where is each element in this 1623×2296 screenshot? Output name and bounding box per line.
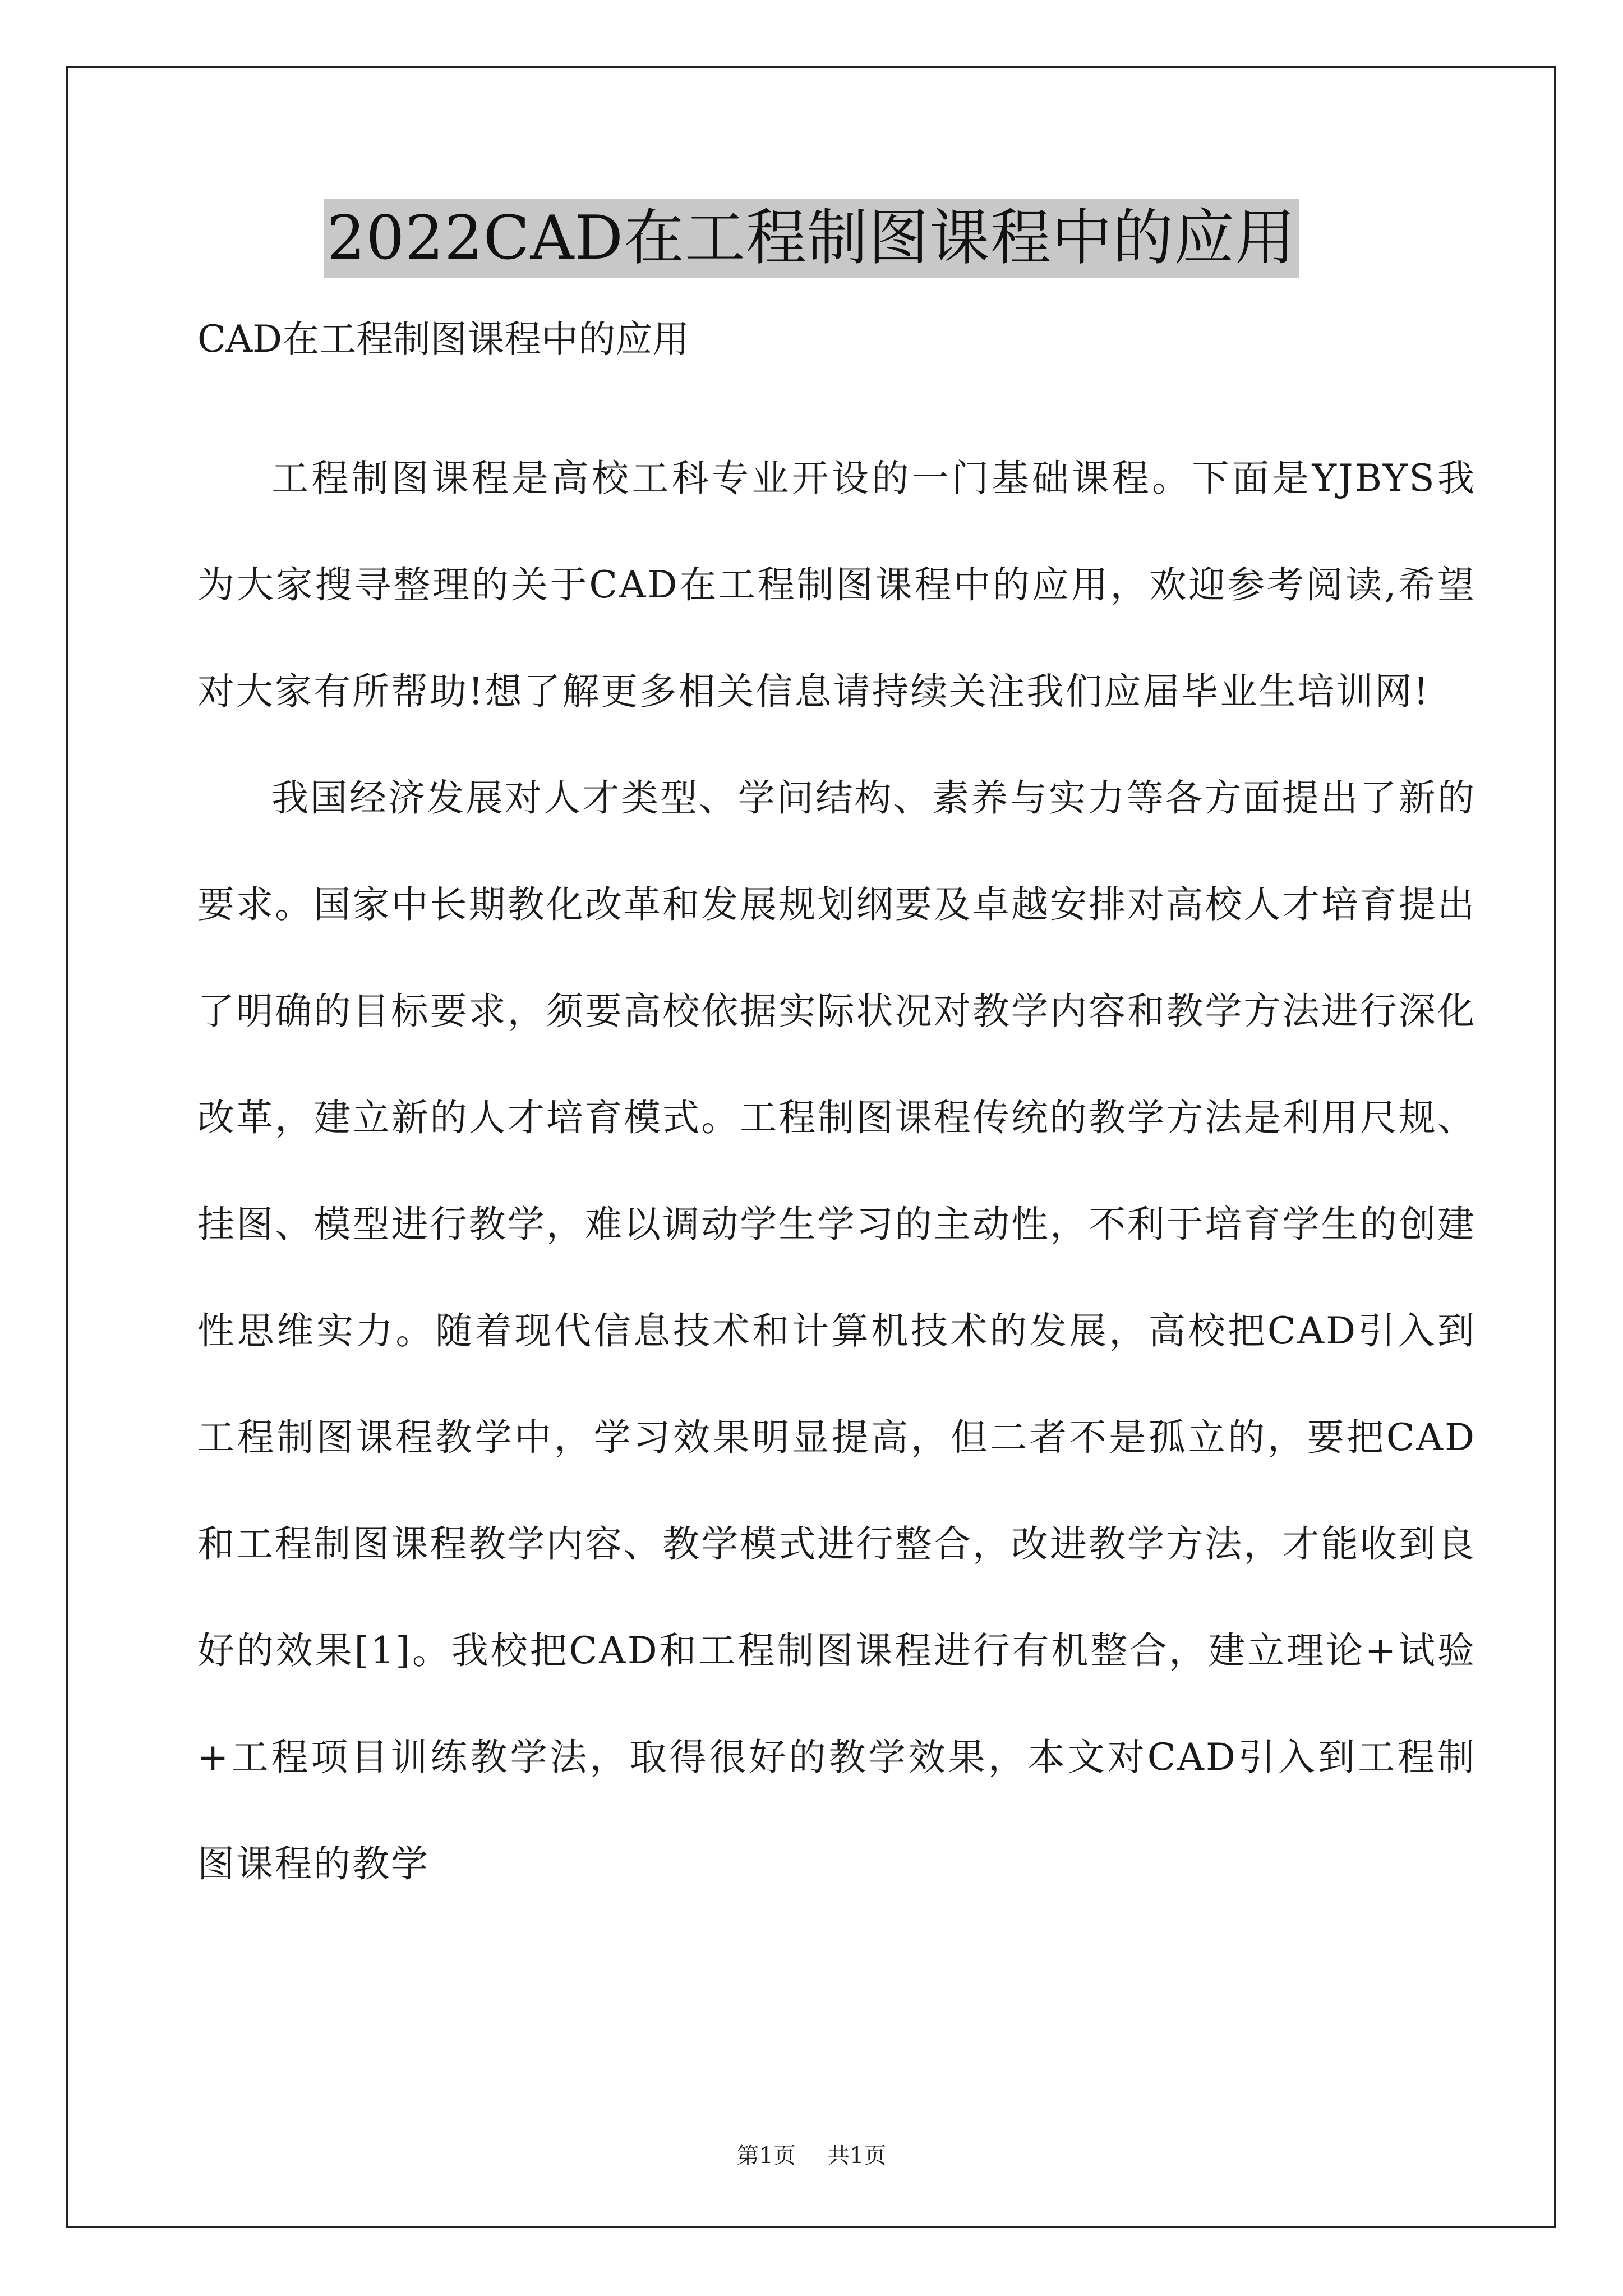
document-title: 2022CAD在工程制图课程中的应用 — [324, 199, 1299, 278]
page-number: 第1页 — [736, 2143, 796, 2169]
paragraph: 工程制图课程是高校工科专业开设的一门基础课程。下面是YJBYS我为大家搜寻整理的关于CAD在工程制图课程中的应用，欢迎参考阅读,希望对大家有所帮助!想了解更多相关信息请持续关注我们应届毕业生培训网! — [197, 457, 1476, 713]
document-subtitle: CAD在工程制图课程中的应用 — [197, 318, 690, 361]
page-footer — [0, 2141, 1623, 2171]
page-total: 共1页 — [827, 2143, 887, 2169]
document-body — [197, 425, 1476, 1917]
paragraph: 我国经济发展对人才类型、学问结构、素养与实力等各方面提出了新的要求。国家中长期教化改革和发展规划纲要及卓越安排对高校人才培育提出了明确的目标要求，须要高校依据实际状况对教学内容和教学方法进行深化改革，建立新的人才培育模式。工程制图课程传统的教学方法是利用尺规、挂图、模型进行教学，难以调动学生学习的主动性，不利于培育学生的创建性思维实力。随着现代信息技术和计算机技术的发展，高校把CAD引入到工程制图课程教学中，学习效果明显提高，但二者不是孤立的，要把CAD和工程制图课程教学内容、教学模式进行整合，改进教学方法，才能收到良好的效果[1]。我校把CAD和工程制图课程进行有机整合，建立理论+试验+工程项目训练教学法，取得很好的教学效果，本文对CAD引入到工程制图课程的教学 — [197, 776, 1476, 1885]
title-block — [0, 199, 1623, 278]
